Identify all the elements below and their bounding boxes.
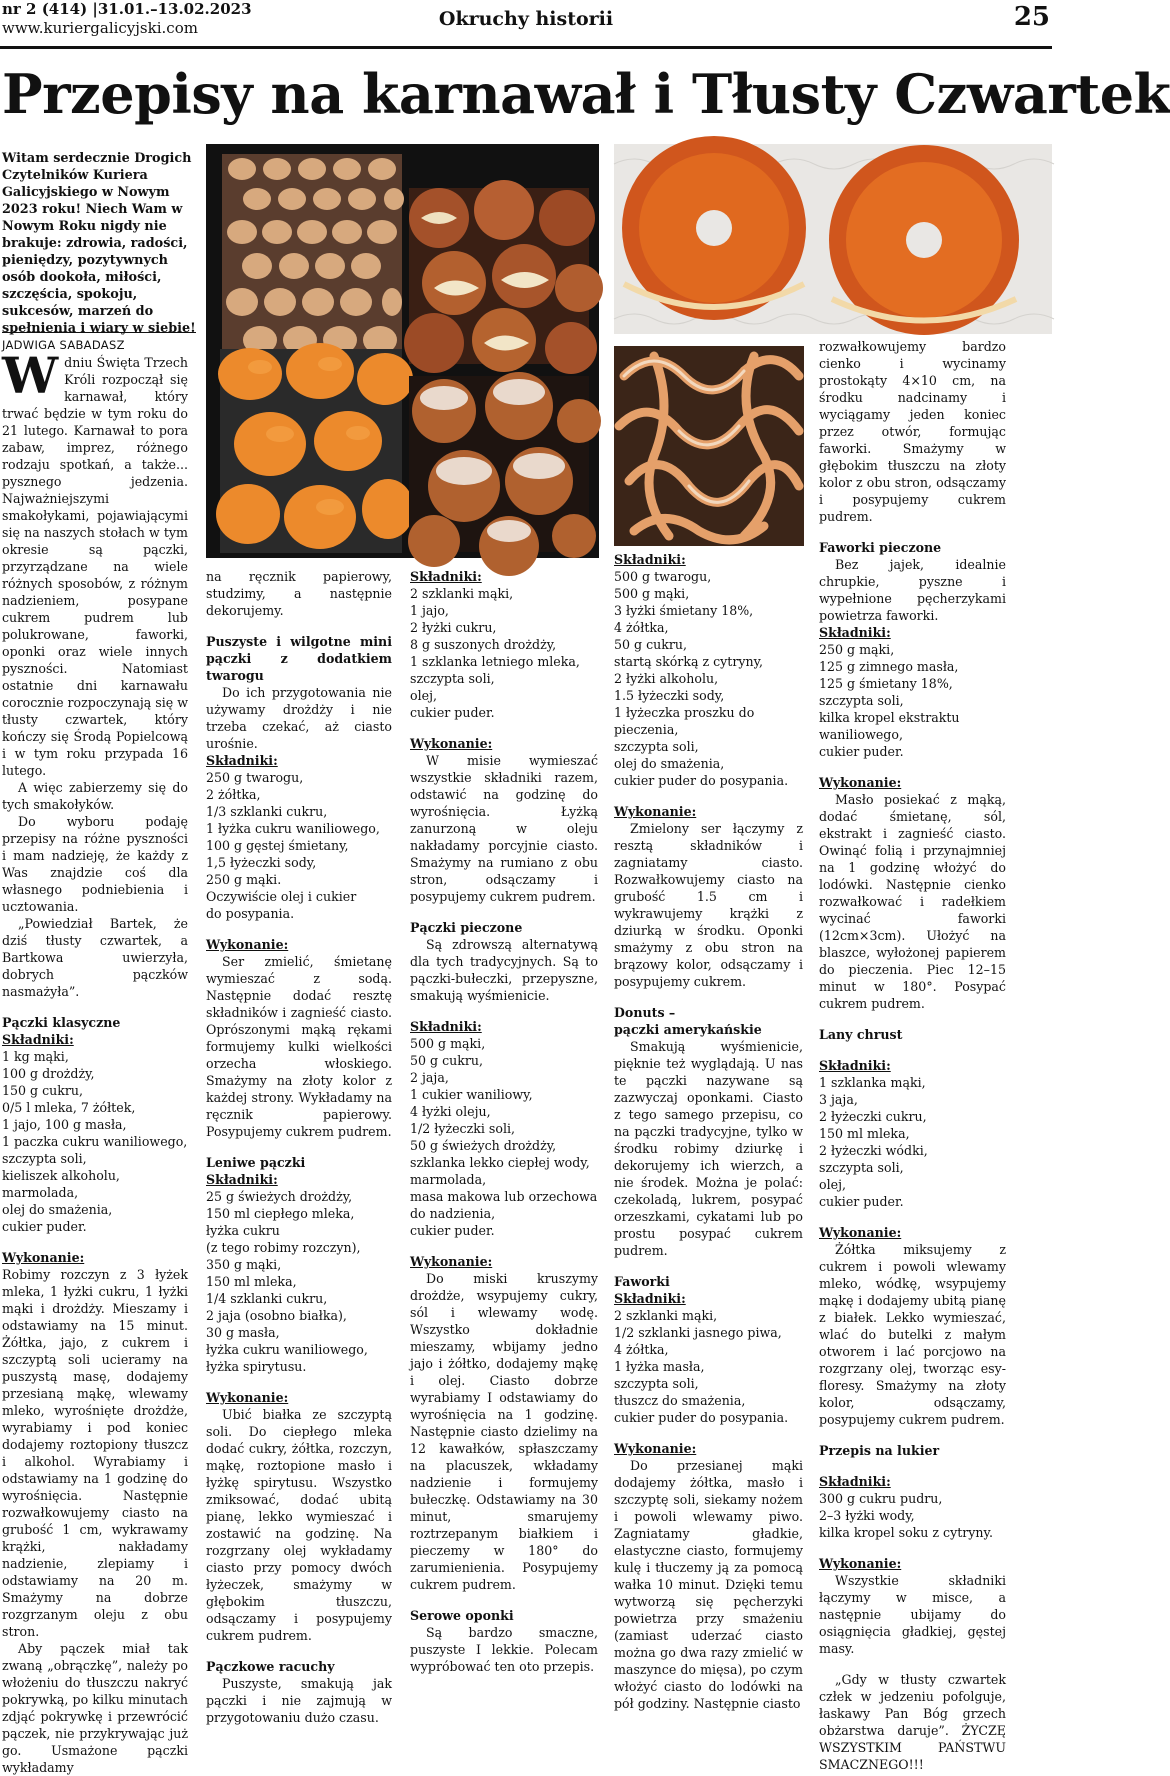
list-item: szczypta soli, [614,1376,699,1391]
ingredients-list [614,568,803,789]
recipe-title: Pączki pieczone [410,920,523,935]
ingredients-label: Składniki: [2,1032,74,1047]
list-item: 0/5 l mleka, 7 żółtek, [2,1100,136,1115]
list-item: 500 g mąki, [614,586,690,601]
sugared-doughnuts-photo [409,376,589,552]
paragraph: Do wyboru podaję przepisy na różne pyszności i mam nadzieję, że każdy z Was znajdzie coś dla własnego podniebienia i ucztowania. [2,814,188,914]
column-4 [614,551,803,1712]
list-item: 1/2 łyżeczki soli, [410,1121,516,1136]
recipe-intro: Smakują wyśmienicie, pięknie też wyglądają. U nas te pączki nazywane są zazwyczaj oponkami. Ciasto z tego samego przepisu, co na pączki tradycyjne, tylko w środku robimy dziurkę i dekorujemy ich wierzch, a nie środek. Można je polać: czekoladą, lukrem, posypać orzeszkami, cykatami lub po prostu posypać cukrem pudrem. [614,1039,803,1258]
ingredients-label: Składniki: [819,1474,891,1489]
list-item: 1/2 szklanki jasnego piwa, [614,1325,782,1340]
list-item: 1 łyżka cukru waniliowego, [206,821,380,836]
column-2 [206,568,392,1726]
recipe-intro: Są zdrowszą alternatywą dla tych tradycyjnych. Są to pączki-bułeczki, przepyszne, smakują wyśmienicie. [410,937,598,1003]
preparation-text: Żółtka miksujemy z cukrem i powoli wlewamy mleko, wódkę, wsypujemy mąkę i dodajemy ubitą pianę z białek. Lekko wymieszać, wlać do butelki z małym otworem i lać porcjowo na rozgrzany olej, tworząc esy-floresy. Smażymy na złoty kolor, odsączamy, posypujemy cukrem pudrem. [819,1242,1006,1427]
list-item: 1.5 łyżeczki sody, [614,688,725,703]
list-item: 1 szklanka mąki, [819,1075,926,1090]
recipe-intro: Są bardzo smaczne, puszyste I lekkie. Polecam wypróbować ten oto przepis. [410,1625,598,1674]
list-item: cukier puder. [819,1194,904,1209]
preparation-text: Do miski kruszymy drożdże, wsypujemy cukry, sól i wlewamy wodę. Wszystko dokładnie mieszamy, wbijamy jedno jajo i żółtko, dodajemy mąkę i olej. Ciasto dobrze wyrabiamy I odstawiamy do wyrośnięcia na 1 godzinę. Następnie ciasto dzielimy na 12 kawałków, spłaszczamy na placuszek, wkładamy nadzienie i formujemy bułeczkę. Odstawiamy na 30 minut, smarujemy roztrzepanym białkiem i pieczemy w 180° do zarumienienia. Posypujemy cukrem pudrem. [410,1271,598,1592]
recipe-title: Faworki [614,1274,670,1289]
list-item: 500 g twarogu, [614,569,712,584]
list-item: 50 g cukru, [614,637,688,652]
list-item: kieliszek alkoholu, [2,1168,120,1183]
list-item: 250 g mąki, [819,642,895,657]
recipe-title: Lany chrust [819,1027,903,1042]
ingredients-label: Składniki: [614,1291,686,1306]
list-item: 2 jaja (osobno białka), [206,1308,347,1323]
ingredients-label: Składniki: [206,1172,278,1187]
list-item: łyżka cukru waniliowego, [206,1342,368,1357]
ingredients-list [2,1048,188,1235]
ingredients-label: Składniki: [410,1019,482,1034]
ingredients-list [206,1188,392,1375]
list-item: olej, [410,688,437,703]
column-3 [410,568,598,1675]
list-item: kilka kropel ekstraktu [819,710,960,725]
ingredients-label: Składniki: [614,552,686,567]
preparation-label: Wykonanie: [206,937,289,952]
preparation-label: Wykonanie: [819,1225,902,1240]
closing-quote: „Gdy w tłusty czwartek człek w jedzeniu pofolguje, łaskawy Pan Bóg grzech obżarstwa daruje”. ŻYCZĘ WSZYSTKIM PAŃSTWU SMACZNEGO!!! [819,1672,1006,1772]
list-item: 1 jajo, [410,603,449,618]
list-item: 300 g cukru pudru, [819,1491,943,1506]
recipe-title: Pączki klasyczne [2,1015,121,1030]
ingredients-label: Składniki: [410,569,482,584]
list-item: 1 szklanka letniego mleka, [410,654,580,669]
list-item: 4 żółtka, [614,620,669,635]
preparation-text: Zmielony ser łączymy z resztą składników i zagniatamy ciasto. Rozwałkowujemy ciasto na grubość 1.5 cm i wykrawujemy krążki z dziurką w środku. Oponki smażymy z obu stron na brązowy kolor, odsączamy i posypujemy cukrem. [614,821,803,989]
list-item: 1 łyżeczka proszku do pieczenia, [614,705,755,737]
recipe-title: Przepis na lukier [819,1443,940,1458]
ring-doughnuts-photo [614,144,1052,334]
preparation-text: W misie wymieszać wszystkie składniki razem, odstawić na godzinę do wyrośnięcia. Łyżką zanurzoną w oleju nakładamy porcyjnie ciasto. Smażymy na rumiano z obu stron, odsączamy i posypujemy cukrem pudrem. [410,753,598,904]
list-item: 30 g masła, [206,1325,280,1340]
list-item: szczypta soli, [819,693,904,708]
list-item: 1 jajo, 100 g masła, [2,1117,127,1132]
ingredients-label: Składniki: [206,753,278,768]
recipe-intro: Bez jajek, idealnie chrupkie, pyszne i wypełnione pęcherzykami powietrza faworki. [819,557,1006,623]
list-item: kilka kropel soku z cytryny. [819,1525,993,1540]
list-item: 350 g mąki, [206,1257,282,1272]
list-item: cukier puder. [2,1219,87,1234]
recipe-title: Donuts – [614,1005,676,1020]
orange-doughnuts-photo [220,349,402,553]
preparation-label: Wykonanie: [614,1441,697,1456]
recipe-title: Puszyste i wilgotne mini pączki z dodatkiem twarogu [206,634,392,683]
lany-chrust-photo [614,346,804,546]
preparation-label: Wykonanie: [819,775,902,790]
list-item: 100 g drożdży, [2,1066,95,1081]
list-item: 1,5 łyżeczki sody, [206,855,317,870]
list-item: do posypania. [206,906,295,921]
filled-doughnuts-photo [409,188,589,364]
preparation-text: Do przesianej mąki dodajemy żółtka, masło i szczyptę soli, siekamy nożem i powoli wlewamy piwo. Zagniatamy gładkie, elastyczne ciasto, formujemy kulę i tłuczemy ją za pomocą wałka 10 minut. Dzięki temu wytworzą się pęcherzyki powietrza przy smażeniu (zamiast uderzać ciasto można go dwa razy zmielić w maszynce do mięsa), po czym włożyć ciasto do lodówki na pół godziny. Następnie ciasto [614,1458,803,1711]
list-item: 250 g twarogu, [206,770,304,785]
ingredients-label: Składniki: [819,625,891,640]
list-item: łyżka cukru [206,1223,280,1238]
list-item: 1/3 szklanki cukru, [206,804,328,819]
list-item: 100 g gęstej śmietany, [206,838,349,853]
list-item: szczypta soli, [819,1160,904,1175]
recipe-title: Faworki pieczone [819,540,942,555]
list-item: 1 paczka cukru waniliowego, [2,1134,188,1149]
list-item: olej do smażenia, [614,756,725,771]
list-item: 150 ml ciepłego mleka, [206,1206,355,1221]
list-item: 50 g świeżych drożdży, [410,1138,557,1153]
list-item: 500 g mąki, [410,1036,486,1051]
list-item: cukier puder do posypania. [614,773,789,788]
list-item: 2–3 łyżki wody, [819,1508,915,1523]
list-item: łyżka spirytusu. [206,1359,307,1374]
list-item: (z tego robimy rozczyn), [206,1240,361,1255]
list-item: 125 g zimnego masła, [819,659,959,674]
list-item: 150 ml mleka, [819,1126,910,1141]
list-item: marmolada, [410,1172,487,1187]
list-item: startą skórką z cytryny, [614,654,764,669]
preparation-label: Wykonanie: [206,1390,289,1405]
list-item: 3 jaja, [819,1092,858,1107]
issue-number: nr 2 (414) |31.01.–13.02.2023 [2,0,252,18]
baked-dough-balls-photo [222,154,402,354]
recipe-title: Leniwe pączki [206,1155,306,1170]
preparation-label: Wykonanie: [2,1250,85,1265]
photo-collage [206,144,599,558]
list-item: 1 cukier waniliowy, [410,1087,533,1102]
list-item: do nadzienia, [410,1206,496,1221]
list-item: tłuszcz do smażenia, [614,1393,746,1408]
intro-text: Witam serdecznie Drogich Czytelników Kuriera Galicyjskiego w Nowym 2023 roku! Niech Wam w Nowym Roku nigdy nie brakuje: zdrowia, radości, pieniędzy, pozytywnych osób dookoła, miłości, szczęścia, spokoju, sukcesów, marzeń do spełnienia i wiary w siebie! [2,151,196,336]
section-title: Okruchy historii [438,8,614,30]
list-item: 2 szklanki mąki, [410,586,514,601]
list-item: olej do smażenia, [2,1202,113,1217]
list-item: szczypta soli, [410,671,495,686]
ingredients-list [206,769,392,922]
list-item: cukier puder. [410,705,495,720]
list-item: 1/4 szklanki cukru, [206,1291,328,1306]
list-item: 2 łyżki alkoholu, [614,671,719,686]
list-item: olej, [819,1177,846,1192]
preparation-text: Masło posiekać z mąką, dodać śmietanę, sól, ekstrakt i zagnieść ciasto. Owinąć folią i przynajmniej na 1 godzinę włożyć do lodówki. Następnie cienko rozwałkować i radełkiem wycinać faworki (12cm×3cm). Ułożyć na blaszce, wyłożonej papierem do pieczenia. Piec 12–15 minut w 180°. Posypać cukrem pudrem. [819,792,1006,1011]
ingredients-list [819,1490,1006,1541]
ingredients-label: Składniki: [819,1058,891,1073]
paragraph: A więc zabierzemy się do tych smakołyków. [2,780,188,812]
list-item: szczypta soli, [2,1151,87,1166]
column-5 [819,338,1006,1773]
list-item: 2 łyżeczki wódki, [819,1143,928,1158]
list-item: 2 żółtka, [206,787,261,802]
ingredients-list [614,1307,803,1426]
ingredients-list [819,1074,1006,1210]
list-item: 2 szklanki mąki, [614,1308,718,1323]
column-1 [2,346,188,1776]
recipe-title: Pączkowe racuchy [206,1659,335,1674]
list-item: 2 jaja, [410,1070,449,1085]
recipe-title: pączki amerykańskie [614,1022,762,1037]
list-item: 125 g śmietany 18%, [819,676,953,691]
preparation-text: Robimy rozczyn z 3 łyżek mleka, 1 łyżki cukru, 1 łyżki mąki i drożdży. Mieszamy i odstawiamy na 15 minut. Żółtka, jajo, z cukrem i szczyptą soli ucieramy na puszystą masę, dodajemy przesianą mąkę, wlewamy mleko, wyrośnięte drożdże, wyrabiamy i pod koniec dodajemy roztopiony tłuszcz i alkohol. Wyrabiamy i odstawiamy na 1 godzinę do wyrośnięcia. Następnie rozwałkowujemy ciasto na grubość 1 cm, wykrawamy krążki, nakładamy nadzienie, zlepiamy i odstawiamy na 20 m. Smażymy na dobrze rozgrzanym oleju z obu stron. [2,1267,188,1639]
preparation-label: Wykonanie: [614,804,697,819]
list-item: waniliowego, [819,727,903,742]
lead-paragraph: dniu Święta Trzech Króli rozpoczął się karnawał, który trwać będzie w tym roku do 21 lutego. Karnawał to pora zabaw, imprez, różnego rodzaju spotkań, a także... pysznego jedzenia. Najważniejszymi smakołykami, pojawiającymi się na naszych stołach w tym okresie są pączki, przyrządzane na wiele różnych sposobów, z różnym nadzieniem, posypane cukrem pudrem lub polukrowane, faworki, oponki oraz wiele innych pyszności. Natomiast ostatnie dni karnawału corocznie rozpoczynają się w tłusty czwartek, który kończy się Środą Popielcową i w tym roku przypada 16 lutego. [2,355,188,778]
ingredients-list [410,1035,598,1239]
recipe-intro: Do ich przygotowania nie używamy drożdży i nie trzeba czekać, aż ciasto urośnie. [206,685,392,751]
list-item: marmolada, [2,1185,79,1200]
page-number: 25 [1013,2,1050,32]
preparation-text: Ser zmielić, śmietanę wymieszać z sodą. Następnie dodać resztę składników i zagnieść ciasto. Oprószonymi mąką rękami formujemy kulki wielkości orzecha włoskiego. Smażymy na złoty kolor z każdej strony. Wykładamy na ręcznik papierowy. Posypujemy cukrem pudrem. [206,954,392,1139]
list-item: 25 g świeżych drożdży, [206,1189,353,1204]
list-item: 4 łyżki oleju, [410,1104,491,1119]
list-item: 250 g mąki. [206,872,282,887]
list-item: 50 g cukru, [410,1053,484,1068]
list-item: 150 g cukru, [2,1083,84,1098]
preparation-text: Ubić białka ze szczyptą soli. Do ciepłego mleka dodać cukry, żółtka, rozczyn, mąkę, roztopione masło i łyżkę spirytusu. Wszystko zmiksować, dodać ubitą pianę, lekko wymieszać i zostawić na godzinę. Na rozgrzany olej wykładamy ciasto przy pomocy dwóch łyżeczek, smażymy w głębokim tłuszczu, odsączamy i posypujemy cukrem pudrem. [206,1407,392,1643]
page-header [0,0,1052,49]
paragraph: Aby pączek miał tak zwaną „obrączkę”, należy po włożeniu do tłuszczu nakryć pokrywką, po kilku minutach zdjąć pokrywkę i przewrócić pączek, nie przykrywając już go. Usmażone pączki wykładamy [2,1641,188,1775]
list-item: 4 żółtka, [614,1342,669,1357]
site-url[interactable]: www.kuriergalicyjski.com [2,19,198,37]
list-item: 150 ml mleka, [206,1274,297,1289]
author-byline: JADWIGA SABADASZ [2,332,196,352]
list-item: cukier puder. [819,744,904,759]
quote-paragraph: „Powiedział Bartek, że dziś tłusty czwartek, a Bartkowa uwierzyła, dobrych pączków nasmażyła”. [2,916,188,999]
list-item: cukier puder. [410,1223,495,1238]
list-item: 3 łyżki śmietany 18%, [614,603,754,618]
recipe-intro: Puszyste, smakują jak pączki i nie zajmują w przygotowaniu dużo czasu. [206,1676,392,1725]
ingredients-list [819,641,1006,760]
list-item: 2 łyżeczki cukru, [819,1109,927,1124]
list-item: Oczywiście olej i cukier [206,889,357,904]
list-item: masa makowa lub orzechowa [410,1189,598,1204]
drop-cap: W [2,346,59,405]
preparation-text: Wszystkie składniki łączymy w misce, a następnie ubijamy do osiągnięcia gładkiej, gęstej masy. [819,1573,1006,1656]
paragraph: rozwałkowujemy bardzo cienko i wycinamy prostokąty 4×10 cm, na środku nadcinamy i wyciągamy jeden koniec przez otwór, formując faworki. Smażymy w głębokim tłuszczu na złoty kolor z obu stron, odsączamy i posypujemy cukrem pudrem. [819,339,1006,524]
recipe-title: Serowe oponki [410,1608,514,1623]
preparation-label: Wykonanie: [819,1556,902,1571]
list-item: cukier puder do posypania. [614,1410,789,1425]
paragraph: na ręcznik papierowy, studzimy, a następnie dekorujemy. [206,569,392,618]
article-title: Przepisy na karnawał i Tłusty Czwartek [2,62,1170,126]
preparation-label: Wykonanie: [410,1254,493,1269]
list-item: szczypta soli, [614,739,699,754]
ingredients-list [410,585,598,721]
list-item: szklanka lekko ciepłej wody, [410,1155,590,1170]
list-item: 8 g suszonych drożdży, [410,637,557,652]
list-item: 1 kg mąki, [2,1049,69,1064]
list-item: 2 łyżki cukru, [410,620,497,635]
list-item: 1 łyżka masła, [614,1359,705,1374]
preparation-label: Wykonanie: [410,736,493,751]
